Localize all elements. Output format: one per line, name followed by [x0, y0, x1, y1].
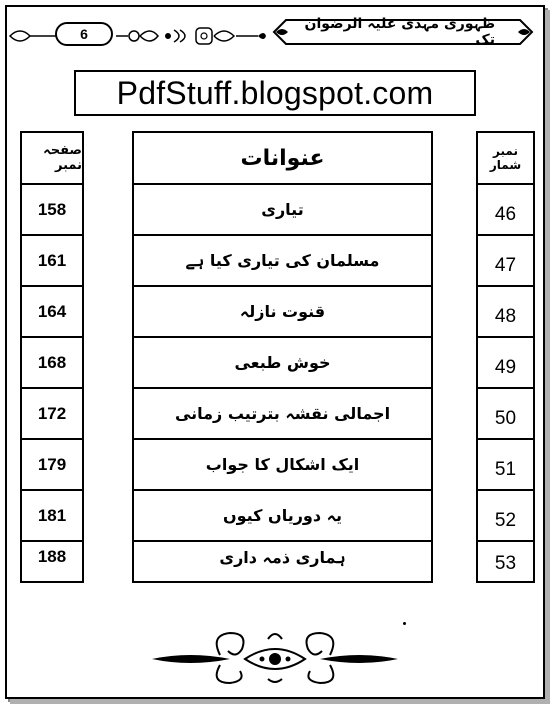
page-cell: 179 — [22, 440, 82, 491]
page-cell: 164 — [22, 287, 82, 338]
page-number-column — [20, 131, 84, 583]
title-cell: ہماری ذمہ داری — [219, 547, 346, 567]
title-cell: قنوت نازلہ — [134, 287, 431, 338]
serial-cell: 51 — [478, 440, 533, 491]
page-number: 6 — [55, 22, 113, 46]
serial-cell: 50 — [478, 389, 533, 440]
page-cell: 188 — [37, 547, 67, 566]
serial-number-header: نمبر شمار — [478, 133, 533, 185]
footer-ornament-icon — [150, 625, 400, 685]
watermark-banner: PdfStuff.blogspot.com — [74, 70, 476, 116]
serial-number-column — [476, 131, 535, 583]
title-cell: تیاری — [134, 185, 431, 236]
title-cell: اجمالی نقشہ بترتیب زمانی — [134, 389, 431, 440]
page-cell: 161 — [22, 236, 82, 287]
title-cell: ایک اشکال کا جواب — [134, 440, 431, 491]
serial-cell: 47 — [478, 236, 533, 287]
stray-dot — [403, 622, 406, 625]
titles-header: عنوانات — [134, 133, 431, 185]
serial-cell: 52 — [478, 491, 533, 542]
title-cell: یہ دوریاں کیوں — [134, 491, 431, 542]
title-cell: خوش طبعی — [134, 338, 431, 389]
serial-cell: 49 — [478, 338, 533, 389]
titles-column — [132, 131, 433, 583]
header-ornament-icon — [8, 22, 268, 50]
page-number-header: صفحہ نمبر — [22, 133, 82, 185]
page-cell: 168 — [22, 338, 82, 389]
page-cell: 181 — [22, 491, 82, 542]
page-header — [0, 0, 555, 60]
serial-cell: 53 — [494, 553, 517, 574]
serial-cell: 48 — [478, 287, 533, 338]
page-cell: 172 — [22, 389, 82, 440]
running-title: ظہوری مہدی علیہ الرضوان تک — [304, 16, 495, 48]
page-cell: 158 — [22, 185, 82, 236]
title-cell: مسلمان کی تیاری کیا ہے — [134, 236, 431, 287]
serial-cell: 46 — [478, 185, 533, 236]
